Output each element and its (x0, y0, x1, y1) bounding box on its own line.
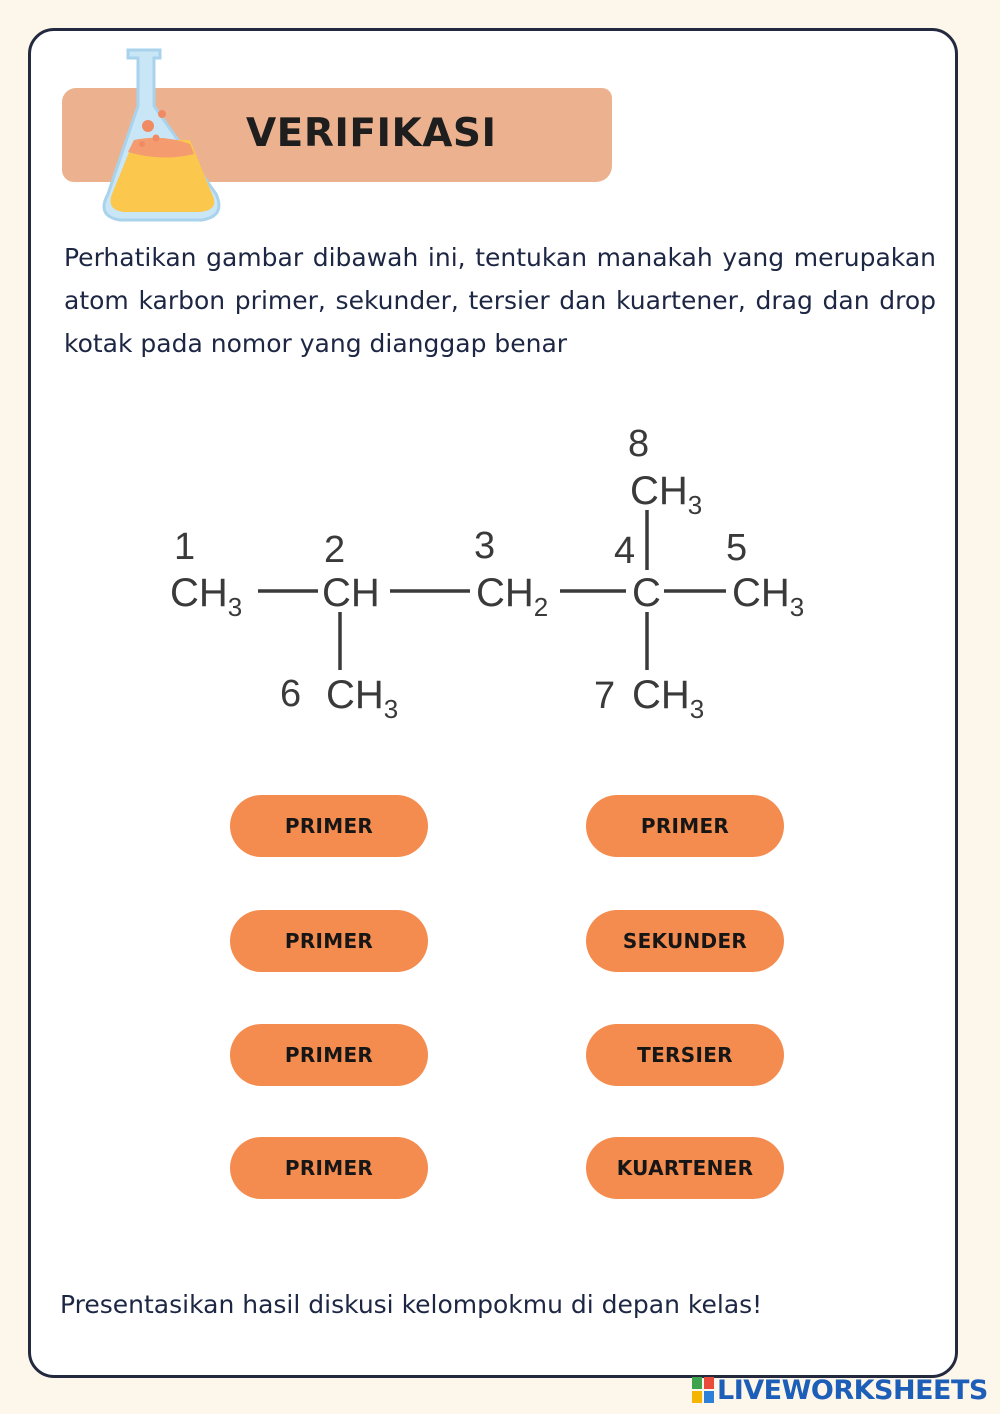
group-c2: CH (322, 571, 380, 615)
group-c7: $CH_3$ (632, 673, 705, 724)
drag-chip-left-1[interactable]: PRIMER (230, 795, 428, 857)
molecule-diagram (150, 410, 850, 740)
carbon-number-4: 4 (614, 530, 636, 572)
flask-icon (98, 44, 228, 226)
drag-chip-right-4[interactable]: KUARTENER (586, 1137, 784, 1199)
drag-chip-right-1[interactable]: PRIMER (586, 795, 784, 857)
carbon-number-3: 3 (474, 525, 496, 567)
group-c8: $CH_3$ (630, 469, 703, 520)
carbon-number-8: 8 (628, 423, 650, 465)
group-c6: $CH_3$ (326, 673, 399, 724)
group-c1: $CH_3$ (170, 571, 243, 622)
footer-text: Presentasikan hasil diskusi kelompokmu di depan kelas! (60, 1290, 763, 1319)
carbon-number-1: 1 (174, 526, 196, 568)
carbon-number-2: 2 (324, 529, 346, 571)
carbon-number-6: 6 (280, 673, 302, 715)
brand-name: LIVEWORKSHEETS (717, 1374, 988, 1406)
instruction-text: Perhatikan gambar dibawah ini, tentukan manakah yang merupakan atom karbon primer, sekunder, tersier dan kuartener, drag dan drop kotak pada nomor yang dianggap benar (64, 243, 936, 358)
drag-chip-right-2[interactable]: SEKUNDER (586, 910, 784, 972)
group-c4: C (632, 571, 661, 615)
drag-chip-right-3[interactable]: TERSIER (586, 1024, 784, 1086)
drag-chip-left-2[interactable]: PRIMER (230, 910, 428, 972)
drag-chip-left-4[interactable]: PRIMER (230, 1137, 428, 1199)
page-title: VERIFIKASI (246, 111, 497, 156)
liveworksheets-icon (692, 1377, 714, 1403)
group-c5: $CH_3$ (732, 571, 805, 622)
brand-logo (692, 1370, 988, 1410)
carbon-number-5: 5 (726, 527, 748, 569)
carbon-number-7: 7 (594, 675, 616, 717)
drag-chip-left-3[interactable]: PRIMER (230, 1024, 428, 1086)
group-c3: $CH_2$ (476, 571, 549, 622)
